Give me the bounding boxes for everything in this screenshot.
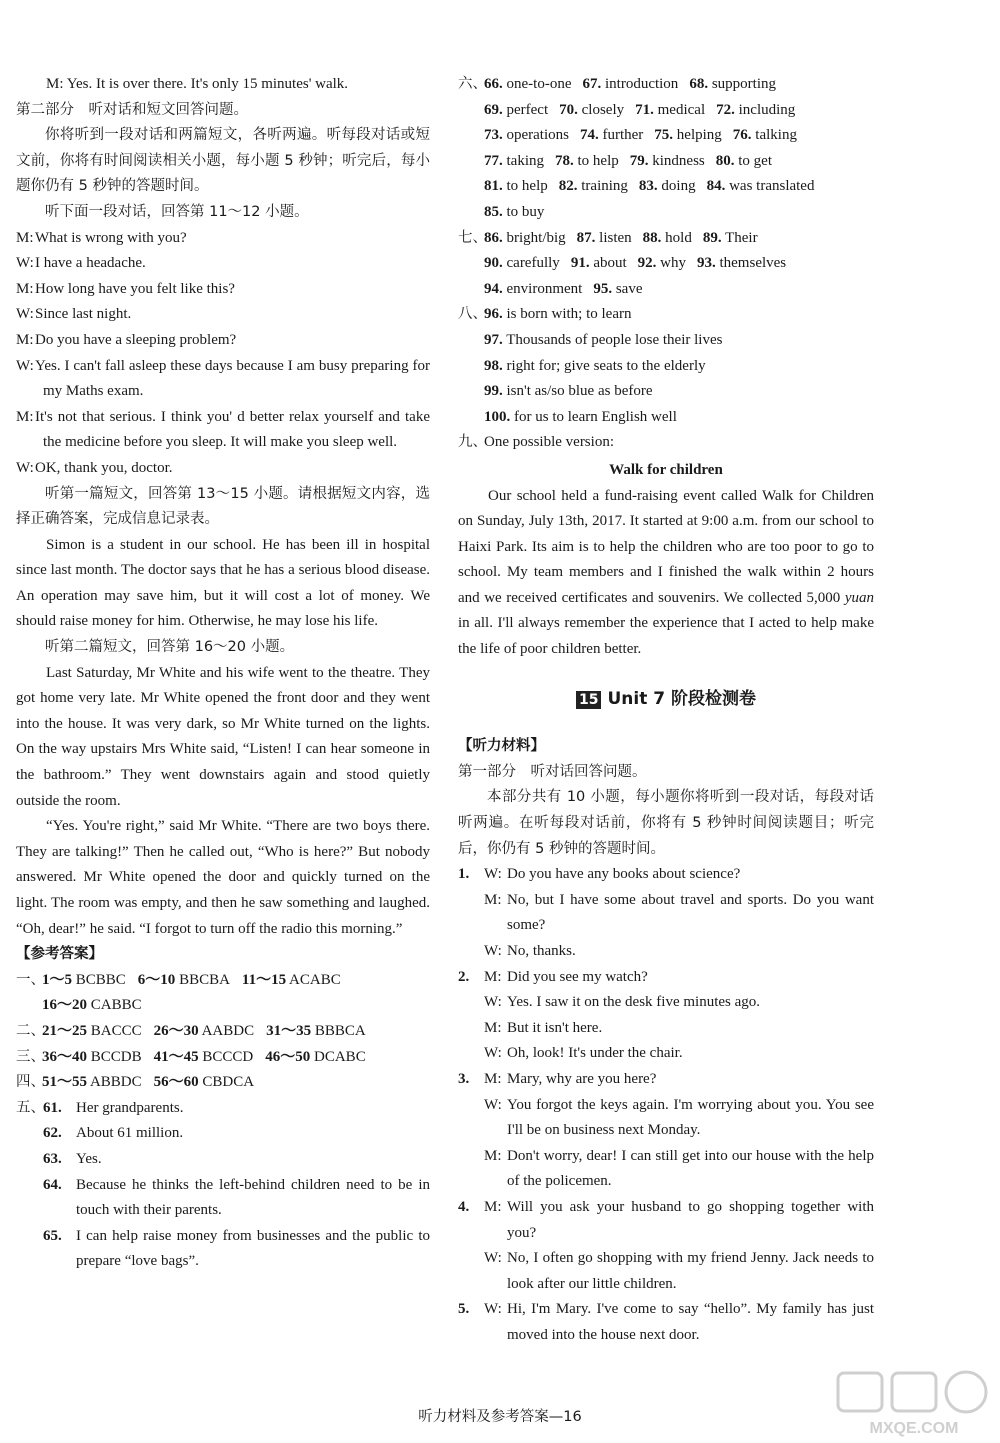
speaker: W:: [484, 994, 502, 1011]
answer-number: 94.: [484, 280, 503, 297]
answer-item: [484, 281, 582, 297]
answer-number: 95.: [593, 280, 613, 297]
answer-value: introduction: [604, 76, 679, 92]
speaker: M:: [484, 968, 502, 985]
answer-value: BCCDB: [90, 1048, 142, 1065]
question-number: 1.: [458, 866, 470, 883]
answer-item: [484, 204, 544, 220]
answer-number: 86.: [484, 229, 503, 246]
answer-number: 84.: [706, 178, 726, 195]
answer-row: [458, 354, 874, 380]
right-column: [458, 72, 874, 1349]
answer-number: 65.: [43, 1227, 62, 1244]
speaker: M:: [484, 1147, 502, 1164]
answer-number: 76.: [732, 127, 752, 144]
answer-number: 75.: [654, 127, 674, 144]
text2-paragraph: “Yes. You're right,” said Mr White. “There are two boys there. They are talking!” Then he called out, “Who is here?” But nobody answered. Mr White opened the door and quickly turned on the light. The room was empty, and then he saw something and laughed. “Oh, dear!” he said. “I forgot to turn off the radio this morning.”: [16, 818, 430, 937]
speaker: M:: [16, 408, 34, 425]
dialog-intro: 听下面一段对话，回答第 11～12 小题。: [45, 203, 309, 220]
answer-item: [154, 1074, 254, 1090]
dialog-line: [16, 354, 430, 405]
answer-number: 69.: [484, 101, 503, 118]
question-line: [458, 1016, 874, 1042]
answer-value: hold: [665, 229, 692, 246]
question-number: 4.: [458, 1198, 470, 1215]
answer-number: 11～15: [241, 971, 287, 988]
answer-number: 99.: [484, 383, 503, 400]
answer-item: [484, 306, 631, 322]
answer-item: [577, 230, 632, 246]
answer-value: about: [593, 255, 627, 272]
dialog-text: Yes. I can't fall asleep these days because I am busy preparing for my Maths exam.: [35, 357, 430, 400]
question-text: But it isn't here.: [507, 1019, 603, 1036]
answer-number: 92.: [637, 255, 657, 272]
answer-row: [458, 123, 874, 149]
answer-item: [42, 1074, 142, 1090]
answer-row: [16, 968, 430, 994]
answer-item: [42, 997, 142, 1013]
question-line: [458, 862, 874, 888]
answer-value: helping: [676, 127, 722, 144]
answer-value: to buy: [506, 203, 545, 220]
section-label: 五、: [16, 1099, 45, 1116]
question-number: 5.: [458, 1301, 470, 1318]
text1: Simon is a student in our school. He has been ill in hospital since last month. The doctor says that he has a serious blood disease. An operation may save him, but it will cost a lot of money. We should raise money for him. Otherwise, he may lose his life.: [16, 536, 430, 630]
answer-value: further: [602, 127, 644, 144]
dialog-text: What is wrong with you?: [35, 229, 187, 246]
answer-value: CBDCA: [202, 1074, 255, 1091]
answer-item: [559, 178, 628, 194]
answer-row: [16, 1045, 430, 1071]
answer-number: 68.: [689, 76, 709, 92]
answer-number: 26～30: [153, 1022, 199, 1039]
answer-item: [42, 1023, 142, 1039]
section-label: 七、: [458, 229, 487, 246]
answer-value: I can help raise money from businesses and the public to prepare “love bags”.: [76, 1227, 430, 1270]
answer-value: ABBDC: [89, 1074, 142, 1091]
answer-row: [458, 174, 874, 200]
speaker: W:: [484, 1250, 502, 1267]
answer-number: 1～5: [42, 971, 73, 988]
question-text: Yes. I saw it on the desk five minutes ago.: [507, 994, 761, 1011]
speaker: M:: [484, 1070, 502, 1087]
answer-value: talking: [755, 127, 797, 144]
question-line: [458, 888, 874, 939]
section-label: 九、: [458, 434, 487, 451]
answer-number: 85.: [484, 203, 503, 220]
question-line: [458, 1041, 874, 1067]
section-label: 八、: [458, 306, 487, 323]
speaker: W:: [16, 459, 34, 476]
answer-item: [716, 153, 772, 169]
part1-title: 第一部分 听对话回答问题。: [458, 763, 647, 780]
answer-number: 83.: [638, 178, 658, 195]
question-text: No, thanks.: [507, 943, 576, 959]
answer-item: [484, 383, 653, 399]
dialog-text: How long have you felt like this?: [35, 280, 235, 297]
answer-value: right for; give seats to the elderly: [506, 357, 706, 374]
answer-number: 63.: [43, 1150, 62, 1167]
essay-yuan: yuan: [844, 589, 875, 606]
text1-intro: 听第一篇短文，回答第 13～15 小题。请根据短文内容，选择正确答案，完成信息记录表。: [16, 485, 430, 528]
answer-value: BBCBA: [179, 971, 230, 988]
answer-row: [16, 993, 430, 1019]
dialog-text: It's not that serious. I think you' d better relax yourself and take the medicine before you sleep. It will make you sleep well.: [35, 408, 430, 451]
answer-number: 81.: [484, 178, 503, 195]
answer-row: [458, 98, 874, 124]
answer-row: [458, 277, 874, 303]
answer-number: 79.: [629, 152, 649, 169]
dialog-text: OK, thank you, doctor.: [35, 459, 173, 476]
part1-instructions: 本部分共有 10 小题，每小题你将听到一段对话，每段对话听两遍。在听每段对话前，你将有 5 秒钟时间阅读题目；听完后，你仍有 5 秒钟的答题时间。: [458, 789, 874, 857]
answer-five-item: [16, 1121, 430, 1147]
answer-value: operations: [506, 127, 569, 144]
answer-value: ACABC: [289, 971, 341, 988]
answer-number: 16～20: [42, 997, 88, 1014]
dialog-line: [16, 251, 430, 277]
answer-value: Her grandparents.: [76, 1099, 184, 1116]
answer-value: taking: [506, 152, 544, 169]
answer-number: 88.: [642, 229, 662, 246]
answer-item: [654, 127, 722, 143]
dialog-line: [16, 456, 430, 482]
dialog-line: [16, 302, 430, 328]
answer-item: [582, 76, 678, 92]
section-label: 一、: [16, 971, 45, 988]
listening-title: 【听力材料】: [458, 738, 545, 755]
left-column: [16, 72, 430, 1275]
section-label: 三、: [16, 1048, 45, 1065]
answer-value: closely: [581, 101, 625, 118]
answers-title: 【参考答案】: [16, 946, 103, 963]
answer-item: [266, 1023, 366, 1039]
page-footer: 听力材料及参考答案—16: [418, 1409, 582, 1425]
watermark-text: MXQE.COM: [869, 1420, 959, 1437]
answer-value: kindness: [652, 152, 705, 169]
unit-badge: 15: [576, 691, 601, 709]
answer-item: [689, 76, 776, 92]
answer-row: [16, 1019, 430, 1045]
section-five: [16, 1096, 430, 1275]
answer-item: [484, 230, 566, 246]
essay-title: Walk for children: [609, 461, 723, 478]
section-label: 二、: [16, 1022, 45, 1039]
speaker: W:: [484, 943, 502, 959]
listening-line: M: Yes. It is over there. It's only 15 minutes' walk.: [46, 76, 349, 92]
answer-item: [42, 972, 126, 988]
answer-value: Thousands of people lose their lives: [506, 331, 723, 348]
answer-value: listen: [599, 229, 632, 246]
answer-item: [484, 76, 571, 92]
answer-item: [630, 153, 705, 169]
question-line: [458, 965, 874, 991]
answer-number: 62.: [43, 1125, 62, 1142]
dialog-line: [16, 277, 430, 303]
answer-value: why: [660, 255, 686, 272]
question-line: [458, 1246, 874, 1297]
answer-number: 73.: [484, 127, 503, 144]
answer-row: [458, 200, 874, 226]
answer-value: perfect: [506, 101, 549, 118]
answer-value: training: [581, 178, 628, 195]
speaker: M:: [484, 1198, 502, 1215]
speaker: M:: [16, 331, 34, 348]
answer-value: BCBBC: [75, 971, 126, 988]
answer-value: save: [615, 280, 643, 297]
answer-value: isn't as/so blue as before: [506, 383, 653, 400]
question-text: No, I often go shopping with my friend Jenny. Jack needs to look after our little children.: [507, 1250, 874, 1292]
dialog-line: [16, 405, 430, 456]
answer-five-item: [16, 1147, 430, 1173]
answer-item: [697, 255, 786, 271]
answer-value: Yes.: [76, 1150, 102, 1167]
answer-item: [265, 1049, 365, 1065]
answer-number: 56～60: [153, 1074, 199, 1091]
essay-text: in all. I'll always remember the experience that I acted to help make the life of poor children better.: [458, 615, 874, 658]
answer-number: 36～40: [42, 1048, 88, 1065]
speaker: M:: [484, 891, 502, 908]
essay-body: [458, 484, 874, 663]
answer-number: 70.: [559, 101, 578, 118]
answer-item: [242, 972, 341, 988]
answer-value: Because he thinks the left-behind children need to be in touch with their parents.: [76, 1176, 430, 1219]
dialog-text: Since last night.: [35, 306, 132, 323]
answer-item: [733, 127, 797, 143]
answer-value: environment: [506, 280, 583, 297]
answer-item: [484, 255, 560, 271]
answer-value: was translated: [729, 178, 815, 195]
answer-number: 100.: [484, 408, 511, 425]
answer-item: [635, 102, 705, 118]
question-number: 2.: [458, 968, 470, 985]
answer-item: [484, 102, 548, 118]
answer-number: 91.: [570, 255, 590, 272]
nine-label: One possible version:: [484, 434, 614, 451]
question-text: Oh, look! It's under the chair.: [507, 1045, 683, 1062]
answer-value: BBBCA: [314, 1022, 366, 1039]
answer-value: BCCCD: [202, 1048, 254, 1065]
answers-list: [16, 968, 430, 1096]
question-line: [458, 1067, 874, 1093]
answer-number: 66.: [484, 76, 503, 92]
answer-item: [484, 178, 548, 194]
question-number: 3.: [458, 1070, 470, 1087]
answer-item: [638, 255, 686, 271]
speaker: W:: [16, 306, 34, 323]
question-text: Mary, why are you here?: [507, 1070, 657, 1087]
answer-number: 80.: [715, 152, 735, 169]
answer-row: [458, 302, 874, 328]
answer-number: 90.: [484, 255, 503, 272]
answer-value: to help: [506, 178, 548, 195]
answer-number: 72.: [716, 101, 735, 118]
question-text: Do you have any books about science?: [507, 866, 741, 883]
answer-value: bright/big: [506, 229, 566, 246]
answer-row: [458, 251, 874, 277]
answer-number: 6～10: [137, 971, 176, 988]
watermark-logo: [834, 1369, 994, 1439]
dialog-text: Do you have a sleeping problem?: [35, 331, 237, 348]
speaker: W:: [484, 866, 502, 883]
answer-item: [639, 178, 696, 194]
answer-value: for us to learn English well: [514, 408, 677, 425]
answer-value: one-to-one: [506, 76, 572, 92]
answer-number: 21～25: [42, 1022, 88, 1039]
answer-number: 74.: [579, 127, 599, 144]
answer-item: [154, 1023, 254, 1039]
question-line: [458, 939, 874, 965]
answer-number: 93.: [696, 255, 716, 272]
answer-value: including: [738, 101, 796, 118]
answer-number: 97.: [484, 331, 503, 348]
answer-item: [643, 230, 692, 246]
question-line: [458, 1144, 874, 1195]
answer-row: [458, 149, 874, 175]
answer-item: [154, 1049, 254, 1065]
answer-value: BACCC: [90, 1022, 142, 1039]
answer-number: 98.: [484, 357, 503, 374]
essay-text: Our school held a fund-raising event called Walk for Children on Sunday, July 13th, 2017. It started at 9:00 a.m. from our school to Haixi Park. Its aim is to help the children who are too poor to go to school. My team members and I finished the walk within 2 hours and we received certificates and souvenirs. We collected 5,000: [458, 487, 874, 606]
answer-number: 67.: [582, 76, 602, 92]
answer-item: [138, 972, 230, 988]
answer-item: [484, 127, 569, 143]
dialog: [16, 226, 430, 482]
speaker: W:: [16, 255, 34, 272]
text2-paragraph: Last Saturday, Mr White and his wife went to the theatre. They got home very late. Mr White opened the front door and they went into the house. It was very dark, so Mr White turned on the lights. On the way upstairs Mrs White said, “Listen! I can hear someone in the bathroom.” They went downstairs again and stood quietly outside the room.: [16, 664, 430, 809]
answers-six-to-eight: [458, 72, 874, 430]
question-text: Don't worry, dear! I can still get into our house with the help of the policemen.: [507, 1147, 874, 1190]
answer-item: [716, 102, 795, 118]
speaker: M:: [16, 280, 34, 297]
answer-item: [571, 255, 627, 271]
answer-number: 89.: [702, 229, 722, 246]
dialog-line: [16, 328, 430, 354]
question-text: No, but I have some about travel and sports. Do you want some?: [507, 891, 874, 934]
answer-value: carefully: [506, 255, 560, 272]
part2-instructions: 你将听到一段对话和两篇短文，各听两遍。听每段对话或短文前，你将有时间阅读相关小题，每小题 5 秒钟；听完后，每小题你仍有 5 秒钟的答题时间。: [16, 127, 430, 195]
unit-title: Unit 7 阶段检测卷: [607, 688, 756, 709]
answer-value: Their: [725, 229, 758, 246]
answer-number: 77.: [484, 152, 503, 169]
part2-title: 第二部分 听对话和短文回答问题。: [16, 101, 248, 118]
answer-item: [703, 230, 758, 246]
answer-value: doing: [661, 178, 696, 195]
speaker: W:: [484, 1045, 502, 1062]
question-text: Hi, I'm Mary. I've come to say “hello”. My family has just moved into the house next door.: [507, 1301, 874, 1343]
question-line: [458, 1195, 874, 1246]
answer-value: is born with; to learn: [506, 306, 632, 323]
answer-five-item: [16, 1096, 430, 1122]
answer-value: to help: [577, 152, 619, 169]
answer-number: 61.: [43, 1099, 62, 1116]
answer-value: CABBC: [90, 997, 142, 1014]
answer-item: [580, 127, 643, 143]
answer-number: 46～50: [265, 1048, 311, 1065]
answer-item: [555, 153, 619, 169]
section-label: 六、: [458, 76, 487, 92]
answer-five-item: [16, 1224, 430, 1275]
answer-number: 51～55: [42, 1074, 88, 1091]
question-text: You forgot the keys again. I'm worrying about you. You see I'll be on business next Monday.: [507, 1096, 874, 1139]
speaker: W:: [484, 1096, 502, 1113]
text2-intro: 听第二篇短文，回答第 16～20 小题。: [45, 639, 295, 656]
speaker: W:: [16, 357, 34, 374]
answer-row: [458, 72, 874, 98]
question-line: [458, 1297, 874, 1348]
answer-number: 87.: [576, 229, 596, 246]
answer-value: AABDC: [201, 1022, 255, 1039]
answer-item: [484, 409, 677, 425]
answer-row: [458, 226, 874, 252]
section-nine: [458, 430, 874, 456]
answer-value: to get: [738, 152, 772, 169]
answer-item: [707, 178, 815, 194]
speaker: M:: [16, 229, 34, 246]
section-label: 四、: [16, 1074, 45, 1091]
answer-value: DCABC: [314, 1048, 366, 1065]
speaker: M:: [484, 1019, 502, 1036]
answer-item: [42, 1049, 142, 1065]
answer-item: [484, 332, 722, 348]
answer-number: 71.: [635, 101, 654, 118]
answer-value: themselves: [719, 255, 787, 272]
answer-number: 41～45: [153, 1048, 199, 1065]
answer-row: [458, 328, 874, 354]
answer-row: [458, 405, 874, 431]
answer-number: 96.: [484, 306, 503, 323]
question-line: [458, 990, 874, 1016]
answer-item: [559, 102, 624, 118]
unit-heading: [458, 687, 874, 713]
question-line: [458, 1093, 874, 1144]
answer-value: supporting: [711, 76, 776, 92]
answer-number: 31～35: [266, 1022, 312, 1039]
questions: [458, 862, 874, 1348]
answer-number: 64.: [43, 1176, 62, 1193]
question-text: Did you see my watch?: [507, 968, 648, 985]
answer-value: medical: [657, 101, 706, 118]
answer-number: 82.: [558, 178, 578, 195]
answer-item: [484, 153, 544, 169]
answer-item: [593, 281, 642, 297]
dialog-line: [16, 226, 430, 252]
answer-number: 78.: [555, 152, 574, 169]
speaker: W:: [484, 1301, 502, 1318]
question-text: Will you ask your husband to go shopping together with you?: [507, 1198, 874, 1241]
answer-item: [484, 358, 706, 374]
answer-value: About 61 million.: [76, 1125, 184, 1142]
answer-five-item: [16, 1173, 430, 1224]
dialog-text: I have a headache.: [35, 255, 146, 272]
answer-row: [16, 1070, 430, 1096]
answer-row: [458, 379, 874, 405]
